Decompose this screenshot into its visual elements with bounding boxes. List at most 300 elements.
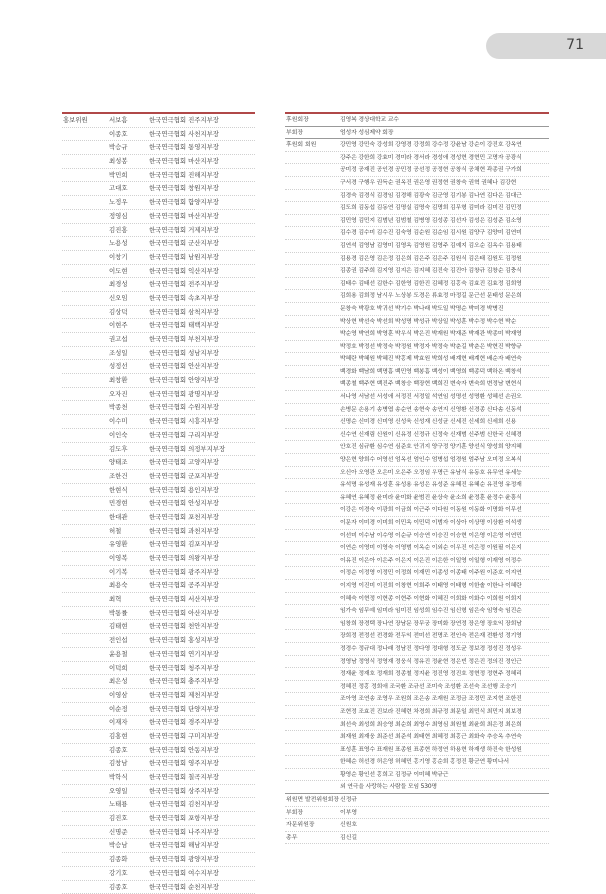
member-role [62, 867, 109, 880]
member-affiliation: 한국연극협회 공주지부장 [149, 579, 255, 592]
member-name: 박종천 [109, 401, 149, 414]
member-affiliation: 한국연극협회 구리지부장 [149, 429, 255, 442]
member-name: 박승규 [109, 141, 149, 154]
member-name: 이재자 [109, 716, 149, 729]
supporter-row [285, 467, 549, 480]
member-role [62, 429, 109, 442]
member-name: 오영일 [109, 785, 149, 798]
member-row [62, 374, 255, 388]
member-name: 이영삼 [109, 689, 149, 702]
member-role [62, 388, 109, 401]
member-role [62, 265, 109, 278]
member-name: 이도현 [109, 265, 149, 278]
member-name: 전인섭 [109, 634, 149, 647]
member-role [62, 812, 109, 825]
supporter-row [285, 693, 549, 706]
supporter-names: 이지영 이진미 이진희 이창현 이희주 이태영 이태형 이한솔 이한나 이혜란 [340, 580, 549, 592]
member-row [62, 169, 255, 183]
supporter-row [285, 366, 549, 379]
member-row [62, 538, 255, 552]
member-row [62, 360, 255, 374]
member-affiliation: 한국연극협회 경주지부장 [149, 716, 255, 729]
member-role [62, 333, 109, 346]
member-affiliation: 한국연극협회 충주지부장 [149, 675, 255, 688]
member-role [62, 401, 109, 414]
member-role [62, 292, 109, 305]
member-name: 최창환 [109, 374, 149, 387]
member-name: 정영심 [109, 210, 149, 223]
supporter-row [285, 769, 549, 782]
supporter-row [285, 152, 549, 165]
member-name: 성정선 [109, 360, 149, 373]
supporter-row [285, 517, 549, 530]
member-row [62, 744, 255, 758]
member-row [62, 251, 255, 265]
member-role [62, 785, 109, 798]
supporter-names: 표성훈 표영수 표재원 표종원 표종현 하정연 하용현 하재생 하진숙 한성원 [340, 744, 549, 756]
member-role [62, 210, 109, 223]
supporter-role [285, 454, 340, 466]
member-role [62, 826, 109, 839]
member-role [62, 552, 109, 565]
member-role [62, 634, 109, 647]
member-row [62, 648, 255, 662]
member-role [62, 771, 109, 784]
supporter-role [285, 719, 340, 731]
member-affiliation: 한국연극협회 안양지부장 [149, 374, 255, 387]
member-role [62, 237, 109, 250]
officer-name: 김신길 [340, 832, 386, 844]
member-affiliation: 한국연극협회 전주지부장 [149, 278, 255, 291]
member-name: 박승남 [109, 839, 149, 852]
member-name: 최혁 [109, 593, 149, 606]
member-row [62, 675, 255, 689]
member-affiliation: 한국연극협회 연기지부장 [149, 648, 255, 661]
supporter-summary: 외 연극을 사랑하는 사람들 모임 530명 [340, 781, 549, 793]
supporter-names: 백경화 백남희 백명흠 백민영 백봉흠 백성이 백영희 백종덕 백하온 백창석 [340, 366, 549, 378]
member-role [62, 675, 109, 688]
member-name: 노용성 [109, 237, 149, 250]
member-role [62, 703, 109, 716]
supporter-names: 유석명 유성재 유성훈 유성용 유성은 유성준 유혜진 유혜순 유진영 유정재 [340, 479, 549, 491]
member-role [62, 497, 109, 510]
member-affiliation: 한국연극협회 영주지부장 [149, 757, 255, 770]
supporter-names: 오신아 오영관 오은미 오은주 오정임 우명근 유남식 유동호 유무연 유세능 [340, 467, 549, 479]
supporter-row [285, 164, 549, 177]
member-row [62, 525, 255, 539]
member-name: 이현주 [109, 319, 149, 332]
member-role [62, 278, 109, 291]
supporter-row [285, 265, 549, 278]
member-row [62, 689, 255, 703]
page-number: 71 [566, 37, 584, 53]
member-name: 최은성 [109, 675, 149, 688]
supporter-row [285, 542, 549, 555]
member-role [62, 716, 109, 729]
member-affiliation: 한국연극협회 나주지부장 [149, 826, 255, 839]
officer-role: 부회장 [285, 807, 340, 819]
supporter-role [285, 593, 340, 605]
member-affiliation: 한국연극협회 성남지부장 [149, 347, 255, 360]
supporter-role [285, 164, 340, 176]
member-affiliation: 한국연극협회 제천지부장 [149, 689, 255, 702]
member-name: 이영복 [109, 552, 149, 565]
member-affiliation: 한국연극협회 부천지부장 [149, 333, 255, 346]
member-row [62, 511, 255, 525]
page-number-tab [486, 33, 606, 59]
supporter-names: 안호진 심규환 심수연 심준호 안귀지 양구정 양기훈 양선식 양성희 양지혜 [340, 441, 549, 453]
member-name: 이종호 [109, 128, 149, 141]
supporter-names: 정경수 정규대 정나래 정남진 정다영 정대형 정도균 정보경 정성진 정성우 [340, 643, 549, 655]
supporter-role [285, 316, 340, 328]
member-name: 윤용철 [109, 648, 149, 661]
member-row [62, 182, 255, 196]
supporter-role [285, 278, 340, 290]
supporter-row [285, 190, 549, 203]
supporter-names: 손병문 손용기 송병엽 송순연 송현숙 송연지 신영환 신경종 신다솜 신동석 [340, 404, 549, 416]
supporter-role [285, 580, 340, 592]
member-row [62, 497, 255, 511]
member-affiliation: 한국연극협회 수원지부장 [149, 401, 255, 414]
member-affiliation: 한국연극협회 청주지부장 [149, 662, 255, 675]
member-role [62, 169, 109, 182]
supporter-names: 김민영 김민지 김범년 김범철 김병영 김성종 김선자 김성은 김성준 김소영 [340, 215, 549, 227]
supporter-names: 신명순 신미경 신미영 신성욱 신성재 신성균 신세진 신세희 신세희 신용 [340, 416, 549, 428]
supporter-names: 박상현 박선숙 박선희 박성명 박성규 박상일 박성훈 박수정 박수현 박순 [340, 316, 549, 328]
member-affiliation: 한국연극협회 진해지부장 [149, 169, 255, 182]
member-name: 한현식 [109, 484, 149, 497]
supporter-role [285, 391, 340, 403]
member-role [62, 648, 109, 661]
member-role [62, 607, 109, 620]
member-name: 고대호 [109, 182, 149, 195]
member-row [62, 826, 255, 840]
member-name: 최경성 [109, 278, 149, 291]
supporter-row [285, 656, 549, 669]
supporter-role [285, 240, 340, 252]
member-affiliation: 한국연극협회 단양지부장 [149, 703, 255, 716]
supporter-names: 김종권 김주희 김지영 김지은 김지혜 김진숙 김진아 김창규 김창순 김충식 [340, 265, 549, 277]
supporter-names: 이정순 이정영 이정민 이정희 이재민 이종성 이종태 이주원 이준호 이지연 [340, 567, 549, 579]
supporter-names: 박정호 박정선 박정숙 박정원 박정자 박정숙 박춘길 박춘은 박현진 박향규 [340, 341, 549, 353]
supporter-role [285, 441, 340, 453]
supporter-role [285, 643, 340, 655]
supporter-row [285, 404, 549, 417]
member-role [62, 141, 109, 154]
member-role [62, 347, 109, 360]
member-affiliation: 한국연극협회 삼척지부장 [149, 306, 255, 319]
member-name: 김태현 [109, 620, 149, 633]
supporter-names: 임창희 장경택 장나연 장남문 장무궁 장미화 장연정 장은영 장호익 장희남 [340, 618, 549, 630]
supporter-row [285, 580, 549, 593]
member-row [62, 196, 255, 210]
supporter-names: 임가숙 임무예 임미라 임미진 임성희 임수진 임신형 임은숙 임영숙 임진순 [340, 605, 549, 617]
member-name: 최용숙 [109, 579, 149, 592]
officer-row [285, 794, 549, 807]
supporter-names: 김희용 김희정 남시우 노상봉 도경은 류효정 마정길 문근선 문태성 문은희 [340, 290, 549, 302]
supporter-row [285, 316, 549, 329]
member-name: 이덕희 [109, 662, 149, 675]
member-name: 김종화 [109, 853, 149, 866]
member-affiliation: 한국연극협회 서산지부장 [149, 593, 255, 606]
member-name: 노태룡 [109, 798, 149, 811]
supporter-names: 백종철 백주현 백진주 백창승 백장현 백희진 변숙자 변숙희 변정남 변현식 [340, 378, 549, 390]
member-affiliation: 한국연극협회 사천지부장 [149, 128, 255, 141]
member-row [62, 224, 255, 238]
member-row [62, 552, 255, 566]
member-name: 권고섭 [109, 333, 149, 346]
supporter-row [285, 605, 549, 618]
supporter-names: 유혜연 유혜정 윤미라 윤미화 윤범진 윤상숙 윤소희 윤정훈 윤정수 윤흥식 [340, 492, 549, 504]
supporter-row [285, 353, 549, 366]
supporter-names: 서나영 서남선 서성애 서정진 서정일 석연임 성명선 성명환 성혜선 손권오 [340, 391, 549, 403]
member-role [62, 798, 109, 811]
member-affiliation: 한국연극협회 순천지부장 [149, 881, 255, 894]
member-affiliation: 한국연극협회 남원지부장 [149, 251, 255, 264]
member-affiliation: 한국연극협회 광명지부장 [149, 388, 255, 401]
supporter-role [285, 618, 340, 630]
supporter-text: 강민영 강민숙 강성희 강영경 강정희 강수정 강윤남 강순이 강진호 강옥연 [340, 139, 549, 151]
supporter-row [285, 253, 549, 266]
member-role [62, 839, 109, 852]
member-name: 허철 [109, 525, 149, 538]
supporter-role [285, 378, 340, 390]
member-name: 이인숙 [109, 429, 149, 442]
member-affiliation: 한국연극협회 군산지부장 [149, 237, 255, 250]
member-role [62, 853, 109, 866]
supporter-role [285, 744, 340, 756]
officer-role: 자문위원장 [285, 819, 340, 831]
supporter-row [285, 240, 549, 253]
member-name: 서보흠 [109, 114, 149, 127]
supporter-role [285, 215, 340, 227]
supporter-row [285, 630, 549, 643]
member-name: 박민희 [109, 169, 149, 182]
supporter-role [285, 190, 340, 202]
supporter-role: 후원회 회원 [285, 139, 340, 151]
member-role [62, 593, 109, 606]
member-row [62, 237, 255, 251]
supporter-role [285, 290, 340, 302]
member-name: 노정우 [109, 196, 149, 209]
member-row [62, 607, 255, 621]
member-role [62, 662, 109, 675]
member-row [62, 415, 255, 429]
member-affiliation: 한국연극협회 의왕지부장 [149, 552, 255, 565]
member-affiliation: 한국연극협회 과천지부장 [149, 525, 255, 538]
supporter-row [285, 567, 549, 580]
member-role [62, 470, 109, 483]
member-row [62, 484, 255, 498]
member-role [62, 319, 109, 332]
supporter-role [285, 429, 340, 441]
member-role [62, 374, 109, 387]
member-role [62, 224, 109, 237]
member-affiliation: 한국연극협회 여수지부장 [149, 867, 255, 880]
member-row [62, 319, 255, 333]
member-row [62, 757, 255, 771]
member-affiliation: 한국연극협회 아산지부장 [149, 607, 255, 620]
supporter-names: 장희정 전정선 전경화 전두익 전미선 전명조 전인숙 전은재 전환성 정기영 [340, 630, 549, 642]
supporter-row [285, 454, 549, 467]
member-row [62, 141, 255, 155]
member-name: 조성일 [109, 347, 149, 360]
supporter-names: 이유진 이은아 이은주 이은지 이은진 이은한 이일영 이일형 이재영 이정수 [340, 555, 549, 567]
member-role [62, 484, 109, 497]
member-role [62, 525, 109, 538]
member-row [62, 306, 255, 320]
supporter-role [285, 303, 340, 315]
supporter-role [285, 517, 340, 529]
supporter-role [285, 756, 340, 768]
supporter-role [285, 202, 340, 214]
member-name: 신오임 [109, 292, 149, 305]
member-row [62, 798, 255, 812]
supporter-role [285, 781, 340, 793]
supporter-role [285, 467, 340, 479]
supporter-role [285, 681, 340, 693]
member-row [62, 155, 255, 169]
supporter-row [285, 416, 549, 429]
supporter-names: 이강은 이경숙 이광희 이금희 이근주 이다원 이동원 이동화 이명화 이무선 [340, 504, 549, 516]
member-affiliation: 한국연극협회 안산지부장 [149, 360, 255, 373]
member-affiliation: 한국연극협회 해남지부장 [149, 839, 255, 852]
member-role [62, 360, 109, 373]
supporter-role [285, 567, 340, 579]
supporter-role [285, 731, 340, 743]
supporter-text: 김영복 경상대학교 교수 [340, 114, 549, 126]
member-affiliation: 한국연극협회 고양지부장 [149, 456, 255, 469]
supporter-row [285, 555, 549, 568]
member-name: 김종호 [109, 744, 149, 757]
supporter-names: 신수연 신재림 신원이 신유정 신정규 신정숙 신재범 신주범 신한국 신혜경 [340, 429, 549, 441]
member-row [62, 579, 255, 593]
supporter-role [285, 530, 340, 542]
member-affiliation: 한국연극협회 김포지부장 [149, 538, 255, 551]
supporter-row [285, 593, 549, 606]
member-row [62, 265, 255, 279]
member-name: 이수미 [109, 415, 149, 428]
supporter-row [285, 341, 549, 354]
supporter-role [285, 253, 340, 265]
member-name: 박학식 [109, 771, 149, 784]
supporter-role [285, 630, 340, 642]
member-role [62, 443, 109, 456]
supporter-names: 박혜란 박혜원 박혜진 박홍제 박효원 박희성 배계현 배계현 배순자 배연숙 [340, 353, 549, 365]
member-row [62, 401, 255, 415]
member-role [62, 881, 109, 894]
supporter-names: 이연순 이영미 이영숙 이영범 이옥순 이외순 이우진 이은정 이원필 이은지 [340, 542, 549, 554]
member-affiliation: 한국연극협회 마산지부장 [149, 210, 255, 223]
supporter-names: 김도희 김동섭 김동연 김명실 김명숙 김명희 김무형 김미라 김미진 김민정 [340, 202, 549, 214]
supporter-role [285, 605, 340, 617]
member-affiliation: 한국연극협회 함양지부장 [149, 196, 255, 209]
member-role [62, 730, 109, 743]
supporter-role [285, 769, 340, 781]
member-affiliation: 한국연극협회 창원지부장 [149, 182, 255, 195]
supporter-role [285, 492, 340, 504]
member-affiliation: 한국연극협회 천안지부장 [149, 620, 255, 633]
member-name: 유영환 [109, 538, 149, 551]
member-role [62, 306, 109, 319]
member-name: 이기복 [109, 566, 149, 579]
member-name: 강기호 [109, 867, 149, 880]
member-name: 김도후 [109, 443, 149, 456]
member-row [62, 785, 255, 799]
supporter-names: 조아영 조연송 조영우 조원희 조은송 조재원 조정금 조정민 조지현 조한진 [340, 693, 549, 705]
member-row [62, 470, 255, 484]
member-role [62, 155, 109, 168]
member-role [62, 456, 109, 469]
supporter-role [285, 366, 340, 378]
member-name: 김진호 [109, 812, 149, 825]
member-row [62, 703, 255, 717]
supporter-names: 강주은 강한희 강효미 경미라 경서라 경성애 경성현 경현민 고명자 공광식 [340, 152, 549, 164]
supporter-role [285, 177, 340, 189]
officer-role: 위원면 발전위원회장 [285, 794, 340, 806]
supporter-role [285, 479, 340, 491]
member-name: 김창남 [109, 757, 149, 770]
supporter-text: 엄성자 성심제약 회장 [340, 127, 549, 139]
member-row [62, 839, 255, 853]
member-name: 민경현 [109, 497, 149, 510]
supporter-names: 조현정 조효진 진보라 진혜련 차경희 최규정 최문일 최민식 최민지 최보경 [340, 706, 549, 718]
member-affiliation: 한국연극협회 광양지부장 [149, 853, 255, 866]
member-affiliation: 한국연극협회 익산지부장 [149, 265, 255, 278]
member-row [62, 443, 255, 457]
member-affiliation: 한국연극협회 안성지부장 [149, 497, 255, 510]
member-name: 김진홍 [109, 224, 149, 237]
member-affiliation: 한국연극협회 구미지부장 [149, 730, 255, 743]
member-row [62, 292, 255, 306]
supporter-names: 최재원 최재웅 최준선 최준석 최태현 최혜정 최홍근 최화숙 추승옥 추연숙 [340, 731, 549, 743]
officer-name: 신정규 [340, 794, 386, 806]
member-role [62, 579, 109, 592]
supporter-names: 이문자 이미경 이미희 이민옥 이민덕 이범자 이상아 이상명 이상환 이석생 [340, 517, 549, 529]
member-name: 이창기 [109, 251, 149, 264]
supporter-names: 이혜숙 이현정 이현종 이현주 이현화 이혜진 이희화 이화수 이희원 이희지 [340, 593, 549, 605]
supporter-names: 김연석 김영남 김영미 김영옥 김영원 김영주 김예지 김오순 김옥수 김용태 [340, 240, 549, 252]
supporter-role [285, 227, 340, 239]
supporter-names: 황영순 황인선 홍희고 김정규 이미혜 박규근 [340, 769, 549, 781]
supporter-names: 구서경 구행우 권득순 권옥진 권은영 권정현 권창숙 권혁 권혜나 김강현 [340, 177, 549, 189]
supporter-role [285, 656, 340, 668]
supporter-names: 정혜진 정홍 정희애 조국환 조규선 조미숙 조성환 조선숙 조선행 조승기 [340, 681, 549, 693]
supporter-row [285, 278, 549, 291]
member-affiliation: 한국연극협회 군포지부장 [149, 470, 255, 483]
supporter-names: 한혜순 허선경 허은영 허혜민 홍기영 홍순희 홍정진 황군연 황미나서 [340, 756, 549, 768]
supporter-role: 부회장 [285, 127, 340, 139]
supporter-row [285, 127, 549, 140]
supporter-role [285, 693, 340, 705]
member-affiliation: 한국연극협회 마산지부장 [149, 155, 255, 168]
member-name: 박통률 [109, 607, 149, 620]
member-role [62, 511, 109, 524]
supporter-role [285, 328, 340, 340]
member-affiliation: 한국연극협회 홍성지부장 [149, 634, 255, 647]
member-row [62, 716, 255, 730]
supporter-row [285, 290, 549, 303]
member-affiliation: 한국연극협회 의정부지부장 [149, 443, 255, 456]
officer-row [285, 819, 549, 832]
supporter-role [285, 416, 340, 428]
member-affiliation: 한국연극협회 김천지부장 [149, 798, 255, 811]
member-name: 최성봉 [109, 155, 149, 168]
member-role [62, 538, 109, 551]
member-role [62, 620, 109, 633]
officer-name: 이부영 [340, 807, 386, 819]
supporter-row [285, 441, 549, 454]
